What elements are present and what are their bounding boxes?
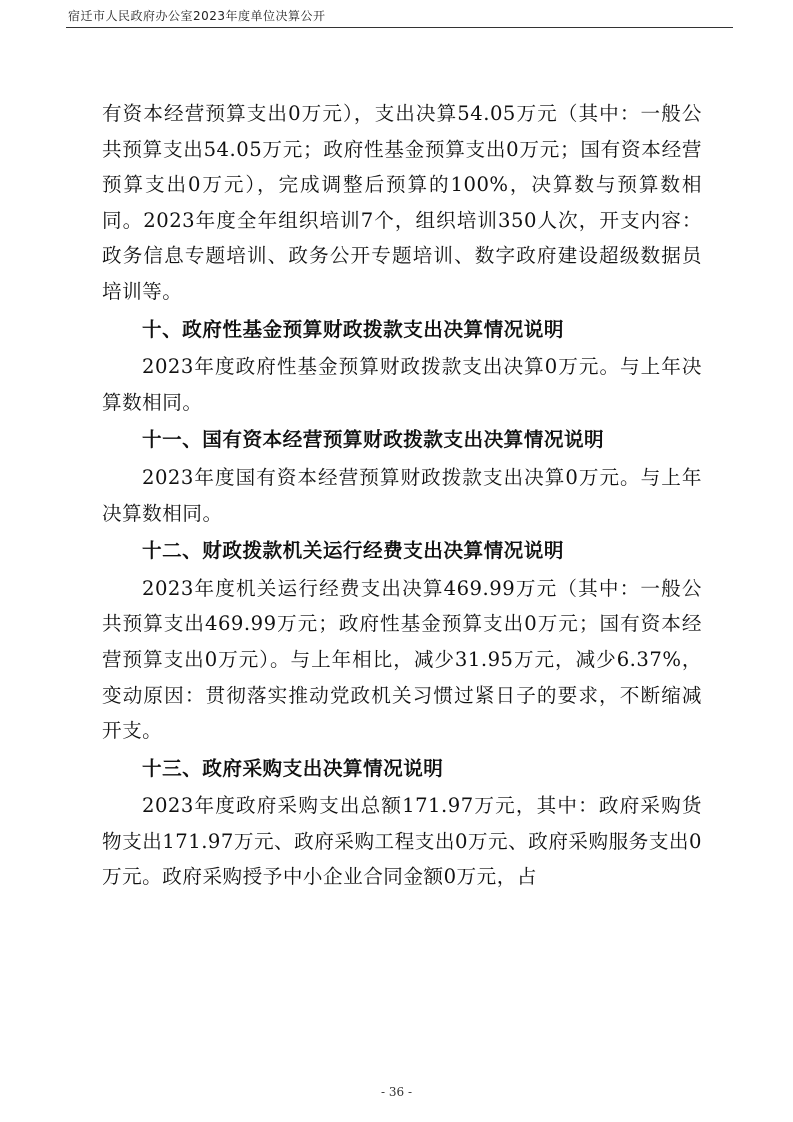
paragraph-section-12: 2023年度机关运行经费支出决算469.99万元（其中：一般公共预算支出469.99万元；政府性基金预算支出0万元；国有资本经营预算支出0万元）。与上年相比，减少31.95万元，减少6.37%，变动原因：贯彻落实推动党政机关习惯过紧日子的要求，不断缩减开支。 [102, 576, 702, 743]
section-heading-13: 十三、政府采购支出决算情况说明 [142, 756, 444, 780]
page-number: - 36 - [380, 1085, 412, 1099]
section-heading-11: 十一、国有资本经营预算财政拨款支出决算情况说明 [142, 428, 605, 452]
paragraph-section-10: 2023年度政府性基金预算财政拨款支出决算0万元。与上年决算数相同。 [102, 355, 702, 414]
header-divider [66, 27, 733, 28]
paragraph-section-13: 2023年度政府采购支出总额171.97万元，其中：政府采购货物支出171.97万元、政府采购工程支出0万元、政府采购服务支出0万元。政府采购授予中小企业合同金额0万元，占 [102, 794, 702, 889]
section-heading-12: 十二、财政拨款机关运行经费支出决算情况说明 [142, 539, 564, 563]
running-header-title: 宿迁市人民政府办公室2023年度单位决算公开 [68, 9, 326, 23]
paragraph-section-11: 2023年度国有资本经营预算财政拨款支出决算0万元。与上年决算数相同。 [102, 465, 702, 525]
section-heading-10: 十、政府性基金预算财政拨款支出决算情况说明 [142, 317, 564, 341]
paragraph-continued: 有资本经营预算支出0万元），支出决算54.05万元（其中：一般公共预算支出54.05万元；政府性基金预算支出0万元；国有资本经营预算支出0万元），完成调整后预算的100%，决算数与预算数相同。2023年度全年组织培训7个，组织培训350人次，开支内容：政务信息专题培训、政务公开专题培训、数字政府建设超级数据员培训等。 [102, 102, 702, 303]
document-body [102, 96, 702, 895]
